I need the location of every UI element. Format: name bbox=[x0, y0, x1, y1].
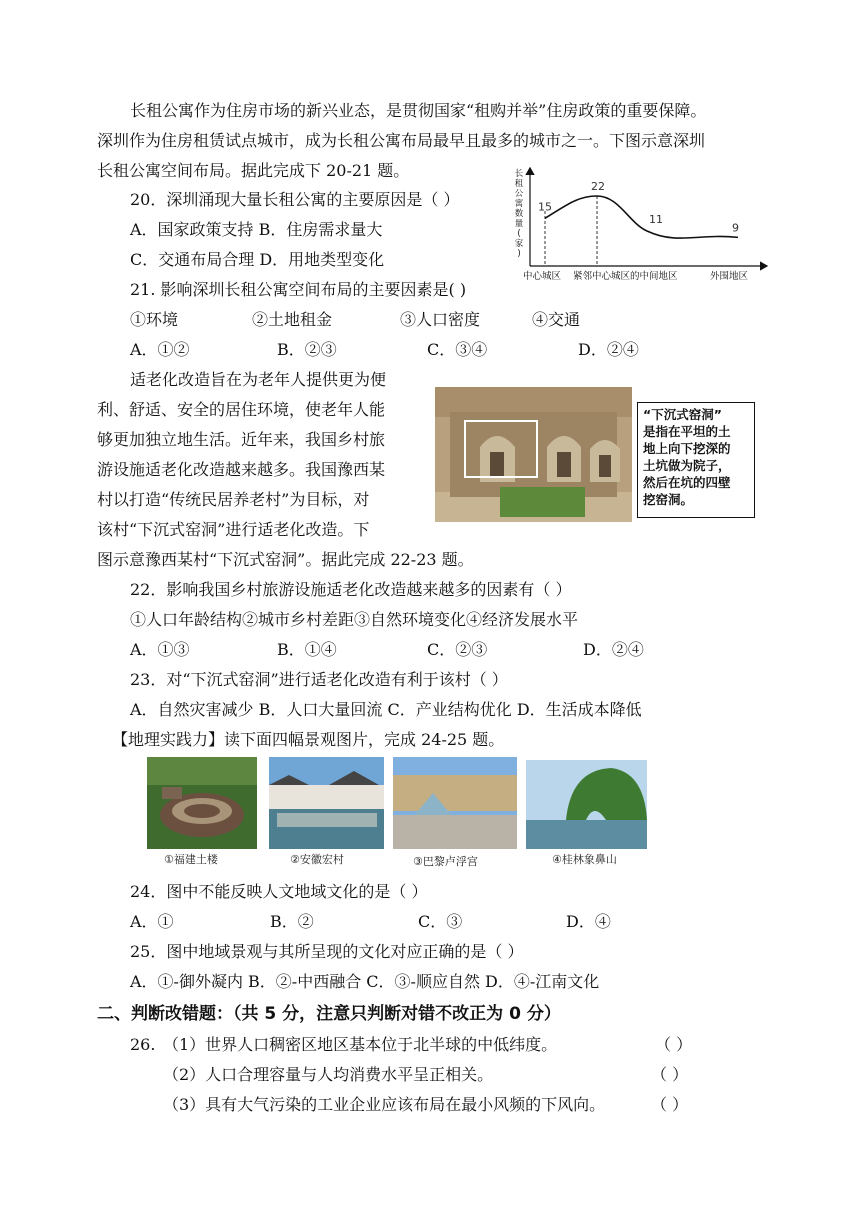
q21-item-4: ④交通 bbox=[532, 310, 581, 329]
q23-stem: 23．对“下沉式窑洞”进行适老化改造有利于该村（ ） bbox=[130, 670, 508, 689]
caption-tulou: ①福建土楼 bbox=[164, 853, 218, 866]
note-line: 是指在平坦的土 bbox=[643, 424, 731, 439]
q22-option-a: A．①③ bbox=[130, 640, 190, 659]
q22-option-d: D．②④ bbox=[583, 640, 644, 659]
q24-option-b: B．② bbox=[270, 912, 314, 931]
q21-item-3: ③人口密度 bbox=[400, 310, 481, 329]
q20-stem: 20．深圳涌现大量长租公寓的主要原因是（ ） bbox=[130, 190, 460, 209]
yaodong-note-box bbox=[637, 402, 755, 518]
q23-options: A．自然灾害减少 B．人口大量回流 C．产业结构优化 D．生活成本降低 bbox=[130, 700, 642, 719]
q26-bracket-2: （ ） bbox=[651, 1065, 689, 1084]
q22-stem: 22．影响我国乡村旅游设施适老化改造越来越多的因素有（ ） bbox=[130, 580, 572, 599]
q26-item-2: （2）人口合理容量与人均消费水平呈正相关。 bbox=[163, 1065, 494, 1084]
yaodong-photo bbox=[435, 387, 632, 522]
q26-item-3: （3）具有大气污染的工业企业应该布局在最小风频的下风向。 bbox=[163, 1095, 606, 1114]
q24-option-c: C．③ bbox=[418, 912, 463, 931]
apartment-distribution-chart bbox=[505, 158, 775, 283]
y-axis-label-char: ) bbox=[517, 249, 521, 259]
q21-option-c: C．③④ bbox=[427, 340, 488, 359]
q26-number: 26. bbox=[130, 1035, 156, 1054]
value-label-9: 9 bbox=[732, 221, 739, 235]
passage2-line6: 该村“下沉式窑洞”进行适老化改造。下 bbox=[97, 520, 370, 539]
note-line: 挖窑洞。 bbox=[643, 492, 694, 507]
q21-option-b: B．②③ bbox=[277, 340, 337, 359]
y-axis-label-char: 租 bbox=[514, 179, 524, 189]
y-axis-label-char: 数 bbox=[514, 209, 524, 219]
q25-stem: 25．图中地域景观与其所呈现的文化对应正确的是（ ） bbox=[130, 942, 524, 961]
passage2-line2: 利、舒适、安全的居住环境，使老年人能 bbox=[97, 400, 386, 419]
y-axis-label-char: 家 bbox=[514, 239, 524, 249]
y-axis-label-char: ( bbox=[517, 229, 521, 239]
y-axis-label-char: 公 bbox=[514, 189, 524, 199]
photo-hongcun bbox=[269, 757, 384, 849]
series-line bbox=[545, 196, 738, 238]
q21-option-a: A．①② bbox=[130, 340, 190, 359]
q26-item-1: （1）世界人口稠密区地区基本位于北半球的中低纬度。 bbox=[163, 1035, 558, 1054]
category-label: 外围地区 bbox=[710, 271, 749, 282]
y-axis-label bbox=[515, 169, 524, 259]
y-axis-label-char: 寓 bbox=[514, 199, 524, 209]
q22-items: ①人口年龄结构②城市乡村差距③自然环境变化④经济发展水平 bbox=[130, 610, 579, 629]
q21-stem: 21. 影响深圳长租公寓空间布局的主要因素是( ) bbox=[130, 280, 467, 299]
q22-option-b: B．①④ bbox=[277, 640, 337, 659]
passage2-line1: 适老化改造旨在为老年人提供更为便 bbox=[130, 370, 387, 389]
note-line: 然后在坑的四壁 bbox=[643, 475, 731, 490]
q26-bracket-1: （ ） bbox=[655, 1035, 693, 1054]
note-line: “下沉式窑洞” bbox=[643, 407, 722, 422]
q21-option-d: D．②④ bbox=[578, 340, 639, 359]
photo-louvre bbox=[393, 757, 517, 849]
caption-louvre: ③巴黎卢浮宫 bbox=[413, 855, 478, 868]
q21-item-2: ②土地租金 bbox=[252, 310, 333, 329]
passage2-line3: 够更加独立地生活。近年来，我国乡村旅 bbox=[97, 430, 386, 449]
passage1-line2: 深圳作为住房租赁试点城市，成为长租公寓布局最早且最多的城市之一。下图示意深圳 bbox=[97, 131, 706, 150]
photo-tulou bbox=[147, 757, 257, 849]
note-line: 地上向下挖深的 bbox=[643, 441, 731, 456]
y-axis-label-char: 长 bbox=[514, 169, 524, 179]
q26-bracket-3: （ ） bbox=[651, 1095, 689, 1114]
q24-stem: 24．图中不能反映人文地域文化的是（ ） bbox=[130, 882, 428, 901]
section2-title: 二、判断改错题：（共 5 分，注意只判断对错不改正为 0 分） bbox=[97, 1004, 561, 1024]
category-label: 紧邻中心城区的中间地区 bbox=[573, 271, 678, 282]
value-label-15: 15 bbox=[538, 200, 552, 214]
passage2-line7: 图示意豫西某村“下沉式窑洞”。据此完成 22-23 题。 bbox=[97, 550, 474, 569]
note-line: 土坑做为院子， bbox=[643, 458, 731, 473]
q24-option-d: D．④ bbox=[566, 912, 611, 931]
caption-hongcun: ②安徽宏村 bbox=[290, 853, 344, 866]
q20-options-cd: C．交通布局合理 D．用地类型变化 bbox=[130, 250, 385, 269]
value-label-11: 11 bbox=[649, 213, 663, 226]
q22-option-c: C．②③ bbox=[427, 640, 488, 659]
caption-xiangbishan: ④桂林象鼻山 bbox=[552, 853, 617, 866]
y-axis-label-char: 量 bbox=[514, 219, 524, 229]
q20-options-ab: A．国家政策支持 B．住房需求量大 bbox=[130, 220, 383, 239]
category-label: 中心城区 bbox=[523, 271, 562, 282]
practice-intro: 【地理实践力】读下面四幅景观图片，完成 24-25 题。 bbox=[112, 730, 505, 749]
value-label-22: 22 bbox=[591, 180, 605, 193]
passage2-line5: 村以打造“传统民居养老村”为目标，对 bbox=[97, 490, 370, 509]
passage1-line1: 长租公寓作为住房市场的新兴业态，是贯彻国家“租购并举”住房政策的重要保障。 bbox=[130, 101, 707, 120]
q21-item-1: ①环境 bbox=[130, 310, 179, 329]
passage2-line4: 游设施适老化改造越来越多。我国豫西某 bbox=[97, 460, 386, 479]
passage1-line3: 长租公寓空间布局。据此完成下 20-21 题。 bbox=[97, 161, 410, 180]
photo-xiangbishan bbox=[526, 760, 647, 849]
q25-options: A．①-御外凝内 B．②-中西融合 C．③-顺应自然 D．④-江南文化 bbox=[130, 972, 600, 991]
q24-option-a: A．① bbox=[130, 912, 174, 931]
